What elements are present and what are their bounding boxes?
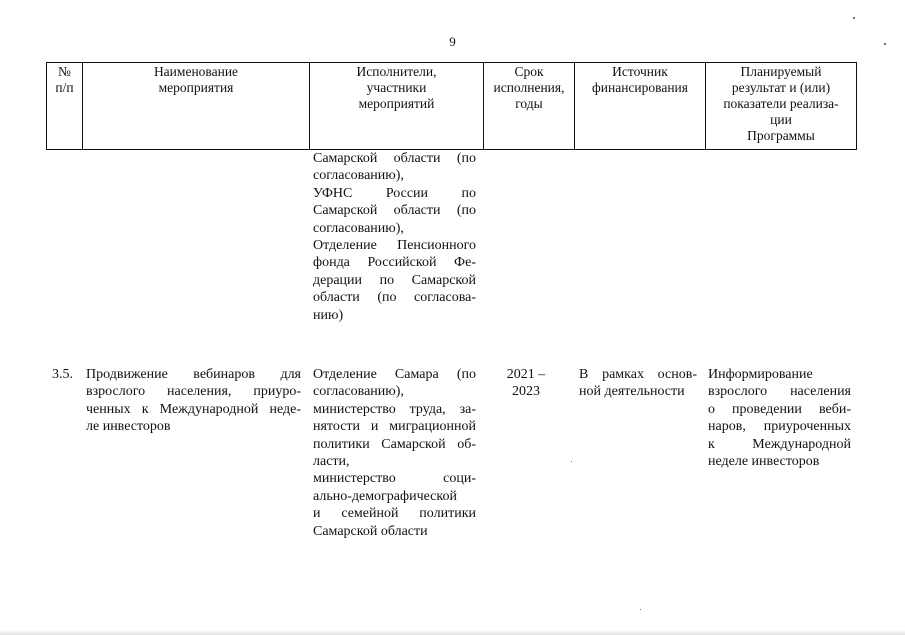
row-executors-line: нятости и миграционной [313, 419, 476, 435]
continuation-executors-line: Самарской области (по [313, 203, 476, 219]
continuation-executors-line: УФНС России по [313, 185, 476, 201]
row-result-line: взрослого населения [708, 384, 851, 400]
row-executors-line: ласти, [313, 454, 350, 470]
row-result-line: Информирование [708, 367, 813, 382]
row-source-line: ной деятельности [579, 384, 685, 400]
row-number: 3.5. [52, 367, 73, 382]
row-term: 2021 – 2023 [506, 367, 546, 400]
header-row [47, 63, 857, 150]
row-result-line: наров, приуроченных [708, 419, 851, 435]
row-name-line: ченных к Международной неде- [86, 401, 301, 417]
scan-edge [0, 630, 905, 635]
continuation-executors-line: нию) [313, 307, 344, 323]
table-header [46, 62, 857, 150]
scan-speck [571, 461, 572, 462]
header-source: Источник финансирования [575, 63, 706, 150]
row-executors-line: министерство труда, за- [313, 401, 476, 417]
row-executors-line: ально-демографической [313, 488, 457, 504]
header-term: Срок исполнения, годы [484, 63, 575, 150]
row-executors-line: и семейной политики [313, 506, 476, 522]
scan-speck [640, 609, 641, 610]
continuation-executors-line: Самарской области (по [313, 151, 476, 166]
row-result-line: неделе инвесторов [708, 454, 820, 470]
continuation-executors [313, 150, 476, 324]
scan-speck [884, 43, 886, 45]
row-executors-line: согласованию), [313, 384, 404, 400]
header-number: № п/п [47, 63, 83, 150]
continuation-executors-line: области (по согласова- [313, 290, 476, 306]
header-name: Наименование мероприятия [83, 63, 310, 150]
row-result [708, 366, 851, 470]
continuation-executors-line: дерации по Самарской [313, 272, 476, 288]
continuation-executors-line: Отделение Пенсионного [313, 238, 476, 254]
header-executors: Исполнители, участники мероприятий [310, 63, 484, 150]
row-name-line: ле инвесторов [86, 419, 171, 435]
row-executors-line: Отделение Самара (по [313, 367, 476, 382]
header-result: Планируемый результат и (или) показатели реализа- ции Программы [706, 63, 857, 150]
row-result-line: о проведении веби- [708, 401, 851, 417]
row-executors-line: министерство соци- [313, 471, 476, 487]
row-name-line: Продвижение вебинаров для [86, 367, 301, 382]
row-name-line: взрослого населения, приуро- [86, 384, 301, 400]
row-result-line: к Международной [708, 436, 851, 452]
continuation-executors-line: фонда Российской Фе- [313, 255, 476, 271]
row-executors-line: политики Самарской об- [313, 436, 476, 452]
row-executors-line: Самарской области [313, 523, 428, 539]
page-number: 9 [449, 34, 456, 49]
scan-speck [853, 17, 855, 19]
row-source-line: В рамках основ- [579, 367, 697, 382]
continuation-executors-line: согласованию), [313, 220, 404, 236]
row-source [579, 366, 697, 401]
continuation-executors-line: согласованию), [313, 168, 404, 184]
row-executors [313, 366, 476, 540]
row-name [86, 366, 301, 436]
